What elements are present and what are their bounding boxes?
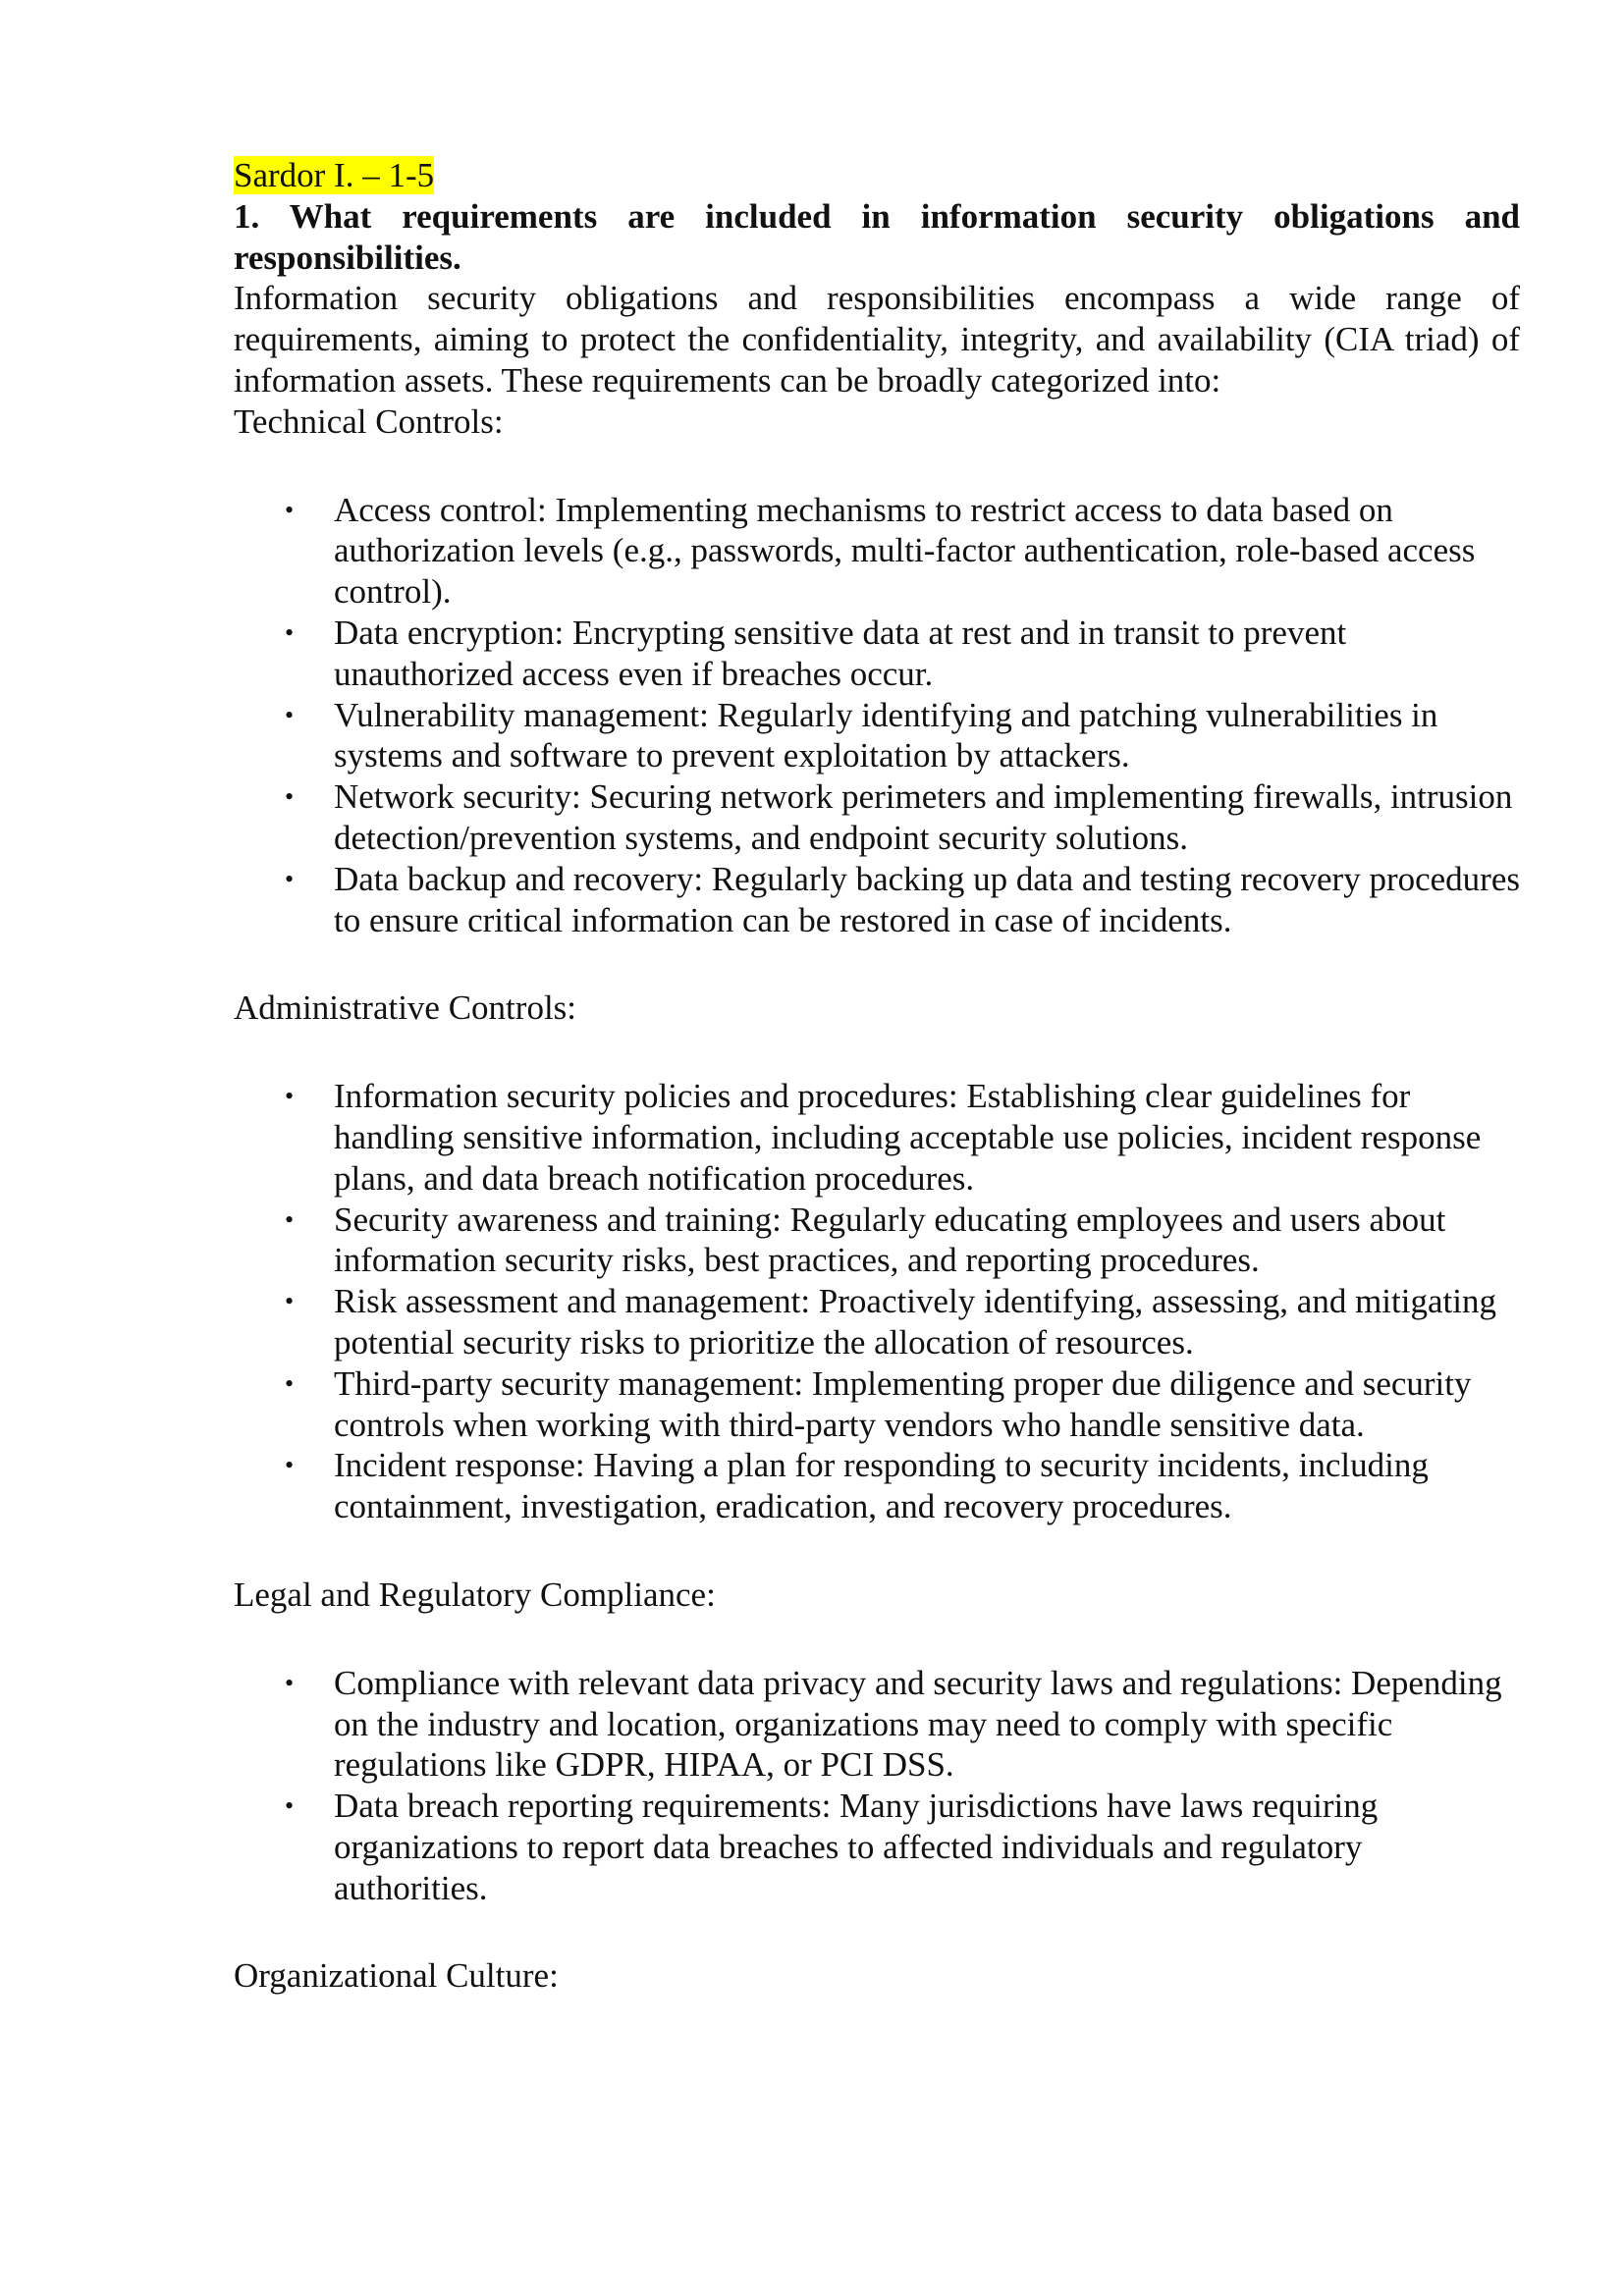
- author-highlight: Sardor I. – 1-5: [234, 156, 435, 194]
- list-item: [234, 695, 1520, 777]
- technical-controls-list: [234, 490, 1520, 941]
- bullet-icon: •: [285, 1082, 295, 1111]
- author-line: [234, 155, 1520, 196]
- question-line-2: responsibilities.: [234, 238, 461, 277]
- list-item: [234, 613, 1520, 695]
- bullet-icon: •: [285, 1287, 295, 1316]
- bullet-icon: •: [285, 1204, 295, 1234]
- list-item-text: Incident response: Having a plan for responding to security incidents, including containment, investigation, eradication, and recovery procedures.: [334, 1446, 1429, 1526]
- list-item: [234, 859, 1520, 941]
- bullet-icon: •: [285, 1668, 295, 1697]
- section-heading-technical-controls: Technical Controls:: [234, 401, 504, 441]
- list-item-text: Data backup and recovery: Regularly backing up data and testing recovery procedures to ensure critical information can be restored in case of incidents.: [334, 859, 1520, 939]
- list-item-text: Information security policies and procedures: Establishing clear guidelines for handling sensitive information, including acceptable use policies, incident response plans, and data breach notification procedures.: [334, 1077, 1482, 1198]
- document-page: [234, 155, 1520, 1997]
- list-item: [234, 1200, 1520, 1282]
- bullet-icon: •: [285, 1368, 295, 1398]
- bullet-icon: •: [285, 1791, 295, 1821]
- list-item-text: Security awareness and training: Regularly educating employees and users about information security risks, best practices, and reporting procedures.: [334, 1200, 1446, 1280]
- list-item: [234, 776, 1520, 859]
- list-item-text: Compliance with relevant data privacy and security laws and regulations: Depending on the industry and location, organizations may need to comply with specific regulations like GDPR, HIPAA, or PCI DSS.: [334, 1663, 1502, 1785]
- bullet-icon: •: [285, 700, 295, 729]
- list-item: [234, 490, 1520, 613]
- bullet-icon: •: [285, 782, 295, 812]
- list-item-text: Vulnerability management: Regularly identifying and patching vulnerabilities in systems and software to prevent exploitation by attackers.: [334, 695, 1438, 775]
- bullet-icon: •: [285, 864, 295, 893]
- list-item-text: Network security: Securing network perimeters and implementing firewalls, intrusion detection/prevention systems, and endpoint security solutions.: [334, 777, 1513, 857]
- bullet-icon: •: [285, 495, 295, 524]
- intro-paragraph: Information security obligations and responsibilities encompass a wide range of requirements, aiming to protect the confidentiality, integrity, and availability (CIA triad) of information assets. These requirements can be broadly categorized into:: [234, 279, 1520, 400]
- section-heading-organizational-culture: Organizational Culture:: [234, 1956, 559, 1996]
- list-item: [234, 1445, 1520, 1527]
- list-item: [234, 1786, 1520, 1908]
- section-heading-administrative-controls: Administrative Controls:: [234, 988, 577, 1028]
- bullet-icon: •: [285, 1451, 295, 1480]
- question-line-1: 1. What requirements are included in information security obligations and: [234, 196, 1520, 236]
- section-heading-legal-compliance: Legal and Regulatory Compliance:: [234, 1575, 716, 1614]
- list-item: [234, 1076, 1520, 1199]
- list-item-text: Access control: Implementing mechanisms to restrict access to data based on authorization levels (e.g., passwords, multi-factor authentication, role-based access control).: [334, 490, 1476, 612]
- list-item: [234, 1663, 1520, 1786]
- list-item: [234, 1281, 1520, 1363]
- list-item-text: Data encryption: Encrypting sensitive data at rest and in transit to prevent unauthorized access even if breaches occur.: [334, 613, 1347, 693]
- administrative-controls-list: [234, 1076, 1520, 1527]
- list-item-text: Risk assessment and management: Proactively identifying, assessing, and mitigating potential security risks to prioritize the allocation of resources.: [334, 1282, 1496, 1362]
- list-item-text: Third-party security management: Implementing proper due diligence and security controls when working with third-party vendors who handle sensitive data.: [334, 1363, 1472, 1444]
- question-heading: [234, 196, 1520, 279]
- bullet-icon: •: [285, 617, 295, 647]
- list-item: [234, 1363, 1520, 1446]
- list-item-text: Data breach reporting requirements: Many jurisdictions have laws requiring organizations to report data breaches to affected individuals and regulatory authorities.: [334, 1787, 1379, 1907]
- legal-compliance-list: [234, 1663, 1520, 1909]
